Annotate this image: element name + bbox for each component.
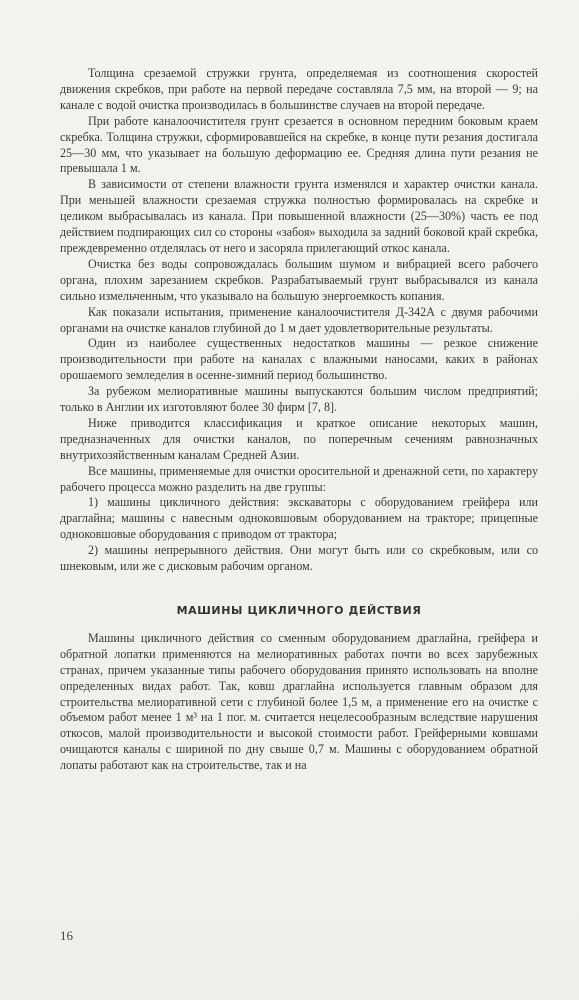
section-heading: МАШИНЫ ЦИКЛИЧНОГО ДЕЙСТВИЯ — [176, 604, 422, 617]
paragraph: Как показали испытания, применение каналоочистителя Д-342А с двумя рабочими органами на очистке каналов глубиной до 1 м дает удовлетворительные результаты. — [60, 304, 538, 335]
page-number: 16 — [60, 928, 73, 943]
paragraph: Толщина срезаемой стружки грунта, определяемая из соотношения скоростей движения скребков, при работе на первой передаче составляла 7,5 мм, на второй — 9; на канале с водой очистка производилась в большинстве случаев на второй передаче. — [60, 66, 538, 112]
paragraph: При работе каналоочистителя грунт срезается в основном передним боковым краем скребка. Толщина стружки, сформировавшейся на скребке, в конце пути резания достигала 25—30 мм, что указывает на большую деформацию ее. Средняя длина пути резания не превышала 1 м. — [60, 113, 538, 176]
paragraph: В зависимости от степени влажности грунта изменялся и характер очистки канала. При меньшей влажности срезаемая стружка полностью формировалась на скребке и целиком выбрасывалась из канала. При повышенной влажности (25—30%) часть ее под действием подпирающих сил со стороны «забоя» выходила за задний боковой край скребка, преждевременно отделялась от него и засоряла прилегающий откос канала. — [60, 177, 538, 255]
paragraph: Один из наиболее существенных недостатков машины — резкое снижение производительности при работе на каналах с влажными наносами, каких в районах орошаемого земледелия в осенне-зимний период большинство. — [60, 336, 538, 383]
paragraph: Все машины, применяемые для очистки оросительной и дренажной сети, по характеру рабочего процесса можно разделить на две группы: — [60, 463, 538, 494]
body-text — [60, 66, 538, 774]
list-item: 2) машины непрерывного действия. Они могут быть или со скребковым, или со шнековым, или же с дисковым рабочим органом. — [60, 543, 538, 574]
paragraph: Ниже приводится классификация и краткое описание некоторых машин, предназначенных для очистки каналов, по поперечным сечениям равнозначных внутрихозяйственным каналам Средней Азии. — [60, 415, 538, 462]
list-item: 1) машины цикличного действия: экскаваторы с оборудованием грейфера или драглайна; машины с навесным одноковшовым оборудованием на тракторе; прицепные одноковшовые оборудования с приводом от трактора; — [60, 495, 538, 542]
paragraph: Машины цикличного действия со сменным оборудованием драглайна, грейфера и обратной лопатки применяются на мелиоративных работах почти во всех зарубежных странах, причем указанные типы рабочего оборудования принято использовать на вполне определенных видах работ. Так, ковш драглайна используется главным образом для строительства мелиоративной сети с глубиной более 1,5 м, а применение его на очистке с объемом работ менее 1 м³ на 1 пог. м. считается нецелесообразным вследствие нарушения откосов, малой производительности и высокой стоимости работ. Грейферными ковшами очищаются каналы с шириной по дну свыше 0,7 м. Машины с оборудованием обратной лопаты работают как на строительстве, так и на — [60, 630, 538, 773]
paragraph: Очистка без воды сопровождалась большим шумом и вибрацией всего рабочего органа, плохим зарезанием скребков. Разрабатываемый грунт выбрасывался из канала сильно измельченным, что указывало на большую энергоемкость копания. — [60, 256, 538, 303]
paragraph: За рубежом мелиоративные машины выпускаются большим числом предприятий; только в Англии их изготовляют более 30 фирм [7, 8]. — [60, 384, 538, 415]
